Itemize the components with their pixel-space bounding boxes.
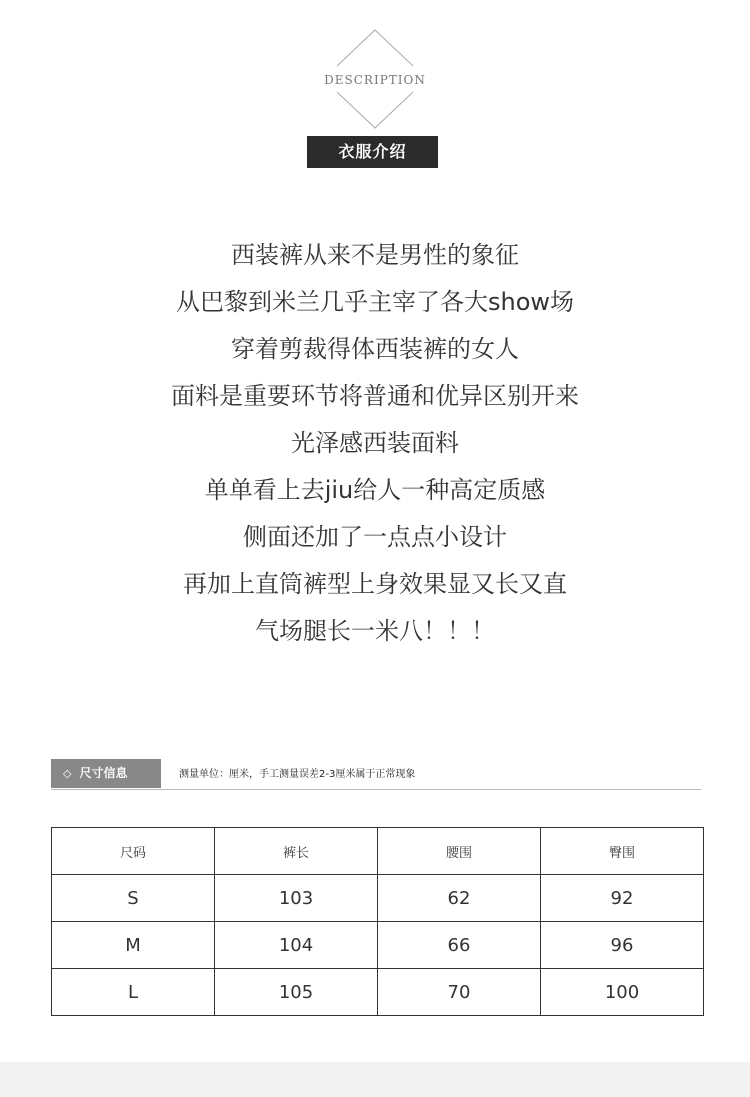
description-line: 面料是重要环节将普通和优异区别开来 [171, 382, 579, 410]
header-waist: 腰围 [378, 828, 541, 875]
cell-length: 105 [215, 969, 378, 1016]
header-size: 尺码 [52, 828, 215, 875]
description-line: 再加上直筒裤型上身效果显又长又直 [183, 570, 567, 598]
size-info-bar [51, 759, 701, 790]
cell-waist: 66 [378, 922, 541, 969]
footer-band [0, 1062, 750, 1097]
table-row [52, 969, 704, 1016]
cell-hip: 100 [541, 969, 704, 1016]
cell-length: 104 [215, 922, 378, 969]
description-line: 光泽感西装面料 [291, 429, 459, 457]
cell-waist: 62 [378, 875, 541, 922]
header-length: 裤长 [215, 828, 378, 875]
table-row [52, 875, 704, 922]
cell-hip: 96 [541, 922, 704, 969]
cell-size: S [52, 875, 215, 922]
size-info-tag [51, 759, 161, 788]
description-line: 西装裤从来不是男性的象征 [231, 241, 519, 269]
cell-waist: 70 [378, 969, 541, 1016]
cell-size: M [52, 922, 215, 969]
description-line: 气场腿长一米八！！！ [255, 617, 495, 645]
description-line: 单单看上去jiu给人一种高定质感 [204, 476, 546, 504]
description-line: 从巴黎到米兰几乎主宰了各大show场 [175, 288, 575, 316]
description-logo [0, 0, 750, 140]
description-line: 穿着剪裁得体西装裤的女人 [231, 335, 519, 363]
cell-length: 103 [215, 875, 378, 922]
description-text [0, 232, 750, 655]
section-title: 衣服介绍 [307, 136, 438, 168]
size-info-label: 尺寸信息 [79, 766, 128, 780]
diamond-icon: ◇ [63, 767, 72, 780]
header-hip: 臀围 [541, 828, 704, 875]
cell-size: L [52, 969, 215, 1016]
table-header-row [52, 828, 704, 875]
measurement-note: 测量单位：厘米，手工测量误差2-3厘米属于正常现象 [179, 769, 416, 780]
description-line: 侧面还加了一点点小设计 [243, 523, 507, 551]
logo-text: DESCRIPTION [324, 73, 426, 87]
cell-hip: 92 [541, 875, 704, 922]
size-table [51, 827, 704, 1016]
table-row [52, 922, 704, 969]
